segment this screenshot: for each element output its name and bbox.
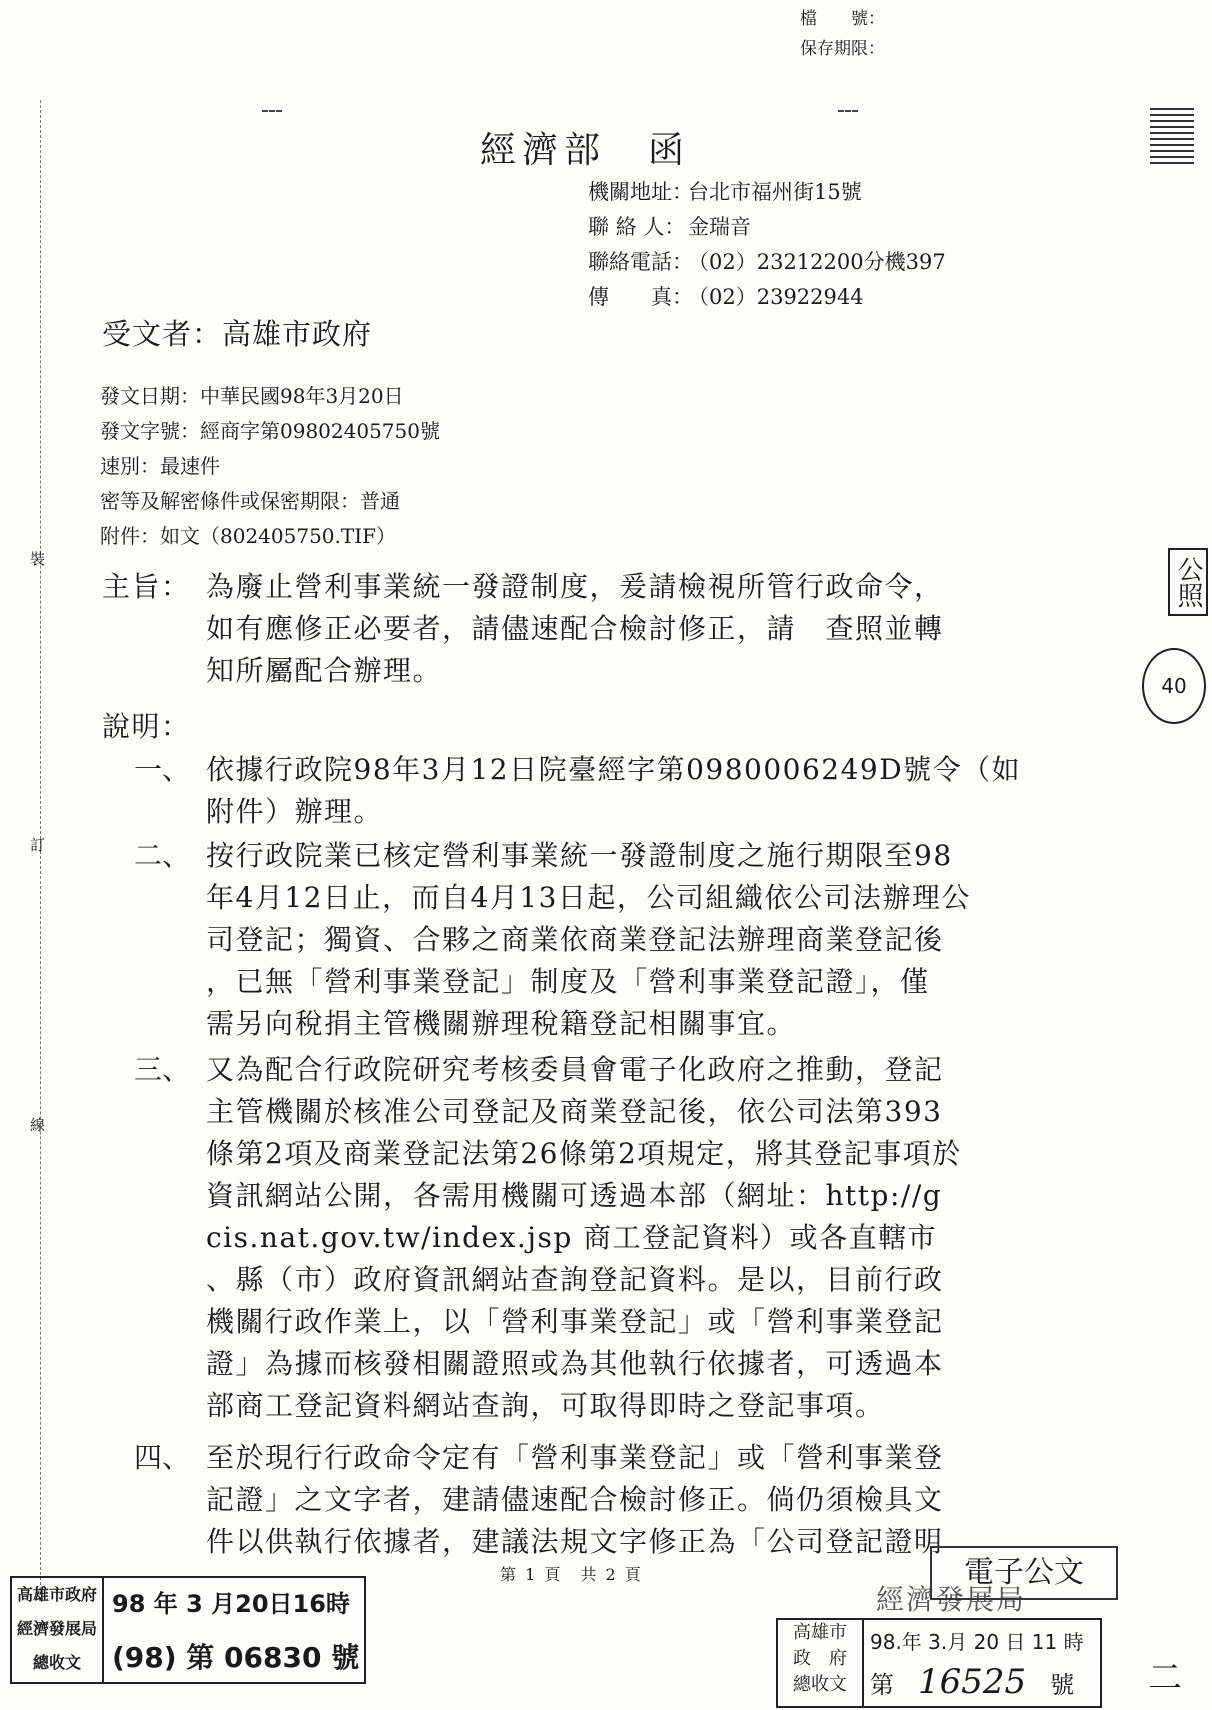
contact-fax bbox=[588, 281, 864, 311]
stamp-org-line: 總收文 bbox=[793, 1674, 847, 1695]
stamp-org-line: 經濟發展局 bbox=[16, 1619, 97, 1638]
contact-label: 傳 真： bbox=[588, 285, 693, 309]
stamp-org-line: 高雄市政府 bbox=[16, 1585, 97, 1604]
item-line: 證」為據而核發相關證照或為其他執行依據者，可透過本 bbox=[206, 1347, 944, 1380]
handwritten-number: 16525 bbox=[918, 1662, 1027, 1702]
stamp-number bbox=[870, 1662, 1074, 1702]
stamp-org-line: 高雄市 bbox=[793, 1622, 847, 1643]
contact-label: 聯 絡 人： bbox=[588, 215, 686, 239]
corner-page-mark: 二 bbox=[1148, 1658, 1182, 1698]
subject-label: 主旨： bbox=[102, 570, 191, 603]
item-number: 三、 bbox=[134, 1053, 191, 1086]
item-line: 、縣（市）政府資訊網站查詢登記資料。是以，目前行政 bbox=[206, 1263, 944, 1296]
item-line: 機關行政作業上，以「營利事業登記」或「營利事業登記 bbox=[206, 1305, 944, 1338]
item-line: 主管機關於核准公司登記及商業登記後，依公司法第393 bbox=[206, 1095, 943, 1128]
contact-address bbox=[588, 176, 862, 206]
contact-value: 金瑞音 bbox=[688, 215, 751, 239]
subject-line: 如有應修正必要者，請儘速配合檢討修正，請 查照並轉 bbox=[206, 612, 944, 645]
contact-label: 聯絡電話： bbox=[588, 250, 693, 274]
receipt-stamp-city bbox=[776, 1618, 1102, 1708]
contact-value: （02）23922944 bbox=[688, 285, 864, 309]
document-title: 經濟部 函 bbox=[480, 130, 691, 171]
attachment: 附件：如文（802405750.TIF） bbox=[100, 524, 396, 548]
faded-stamp-text: 經濟發展局 bbox=[876, 1583, 1027, 1616]
stamp-number: (98) 第 06830 號 bbox=[112, 1641, 360, 1674]
side-seal-stamp: 公照 bbox=[1168, 548, 1208, 616]
item-line: 資訊網站公開，各需用機關可透過本部（網址：http://g bbox=[206, 1179, 943, 1212]
item-line: 記證」之文字者，建請儘速配合檢討修正。倘仍須檢具文 bbox=[206, 1483, 944, 1516]
contact-value: （02）23212200分機397 bbox=[688, 250, 946, 274]
item-line: cis.nat.gov.tw/index.jsp 商工登記資料）或各直轄市 bbox=[206, 1221, 938, 1254]
subject-line: 知所屬配合辦理。 bbox=[206, 654, 443, 687]
item-number: 二、 bbox=[134, 839, 191, 872]
contact-person bbox=[588, 211, 751, 241]
item-line: 按行政院業已核定營利事業統一發證制度之施行期限至98 bbox=[206, 839, 953, 872]
item-line: 附件）辦理。 bbox=[206, 795, 384, 828]
issue-date: 發文日期：中華民國98年3月20日 bbox=[100, 384, 404, 408]
stamp-date: 98.年 3.月 20 日 11 時 bbox=[870, 1630, 1084, 1654]
stamp-number-suffix: 號 bbox=[1050, 1671, 1075, 1699]
item-line: 部商工登記資料網站查詢，可取得即時之登記事項。 bbox=[206, 1389, 885, 1422]
file-number-label: 檔 號： bbox=[800, 9, 885, 29]
item-line: 件以供執行依據者，建議法規文字修正為「公司登記證明 bbox=[206, 1525, 944, 1558]
binding-mark-ding: 訂 bbox=[30, 836, 46, 854]
stamp-org-line: 政 府 bbox=[793, 1648, 847, 1669]
page-footer: 第 1 頁 共 2 頁 bbox=[500, 1565, 643, 1584]
subject-line: 為廢止營利事業統一發證制度，爰請檢視所管行政命令， bbox=[206, 570, 944, 603]
contact-phone bbox=[588, 246, 946, 276]
stamp-date: 98 年 3 月20日16時 bbox=[112, 1590, 350, 1618]
barcode-icon bbox=[1150, 108, 1194, 168]
explanation-label: 說明： bbox=[102, 710, 191, 743]
document-number: 發文字號：經商字第09802405750號 bbox=[100, 419, 440, 443]
item-line: 需另向稅捐主管機關辦理稅籍登記相關事宜。 bbox=[206, 1007, 797, 1040]
binding-mark-xian: 線 bbox=[30, 1116, 46, 1134]
stamp-number-prefix: 第 bbox=[870, 1671, 894, 1699]
item-line: 司登記；獨資、合夥之商業依商業登記法辦理商業登記後 bbox=[206, 923, 944, 956]
item-number: 四、 bbox=[134, 1441, 191, 1474]
contact-value: 台北市福州街15號 bbox=[688, 180, 862, 204]
retention-period-label: 保存期限： bbox=[800, 39, 885, 59]
item-line: 年4月12日止，而自4月13日起，公司組織依公司法辦理公 bbox=[206, 881, 971, 914]
stamp-org bbox=[778, 1620, 864, 1706]
binding-mark-zhuang: 裝 bbox=[30, 550, 46, 568]
e-document-stamp: 電子公文 bbox=[930, 1546, 1118, 1600]
fold-mark-left bbox=[262, 110, 282, 112]
item-line: 至於現行行政命令定有「營利事業登記」或「營利事業登 bbox=[206, 1441, 944, 1474]
receipt-stamp-bureau bbox=[10, 1576, 366, 1684]
item-line: 又為配合行政院研究考核委員會電子化政府之推動，登記 bbox=[206, 1053, 944, 1086]
item-line: 依據行政院98年3月12日院臺經字第0980006249D號令（如 bbox=[206, 753, 1022, 786]
item-line: ，已無「營利事業登記」制度及「營利事業登記證」，僅 bbox=[206, 965, 930, 998]
item-number: 一、 bbox=[134, 753, 191, 786]
stamp-org-line: 總收文 bbox=[32, 1653, 81, 1672]
stamp-org bbox=[12, 1578, 104, 1682]
side-circle-stamp: 40 bbox=[1142, 648, 1206, 724]
fold-mark-right bbox=[838, 110, 858, 112]
item-line: 條第2項及商業登記法第26條第2項規定，將其登記事項於 bbox=[206, 1137, 962, 1170]
classification: 密等及解密條件或保密期限：普通 bbox=[100, 489, 400, 513]
recipient: 受文者：高雄市政府 bbox=[102, 317, 373, 351]
contact-label: 機關地址： bbox=[588, 180, 693, 204]
urgency: 速別：最速件 bbox=[100, 454, 220, 478]
